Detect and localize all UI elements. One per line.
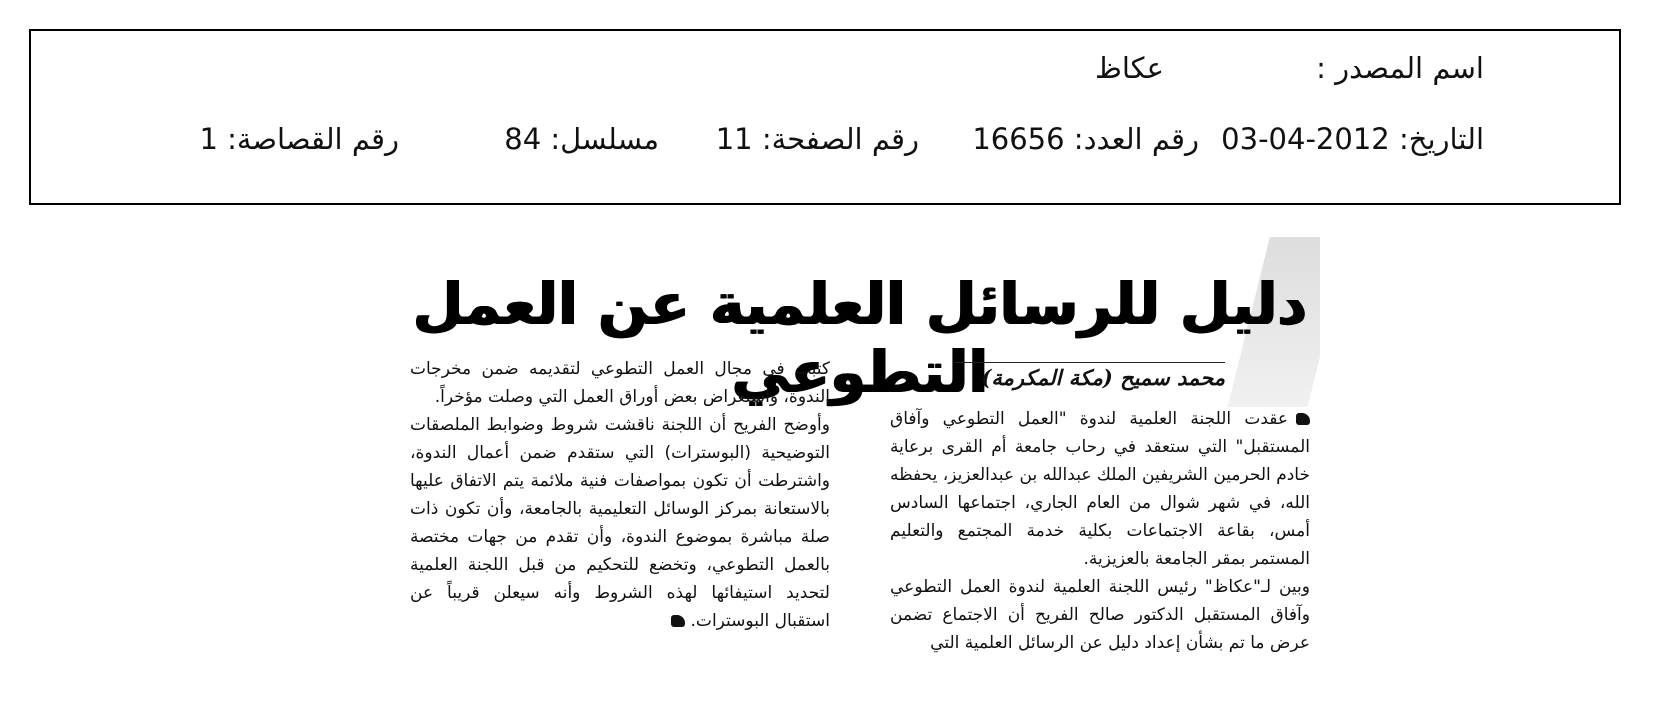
source-value: عكاظ xyxy=(1095,51,1164,85)
paragraph: كتبت في مجال العمل التطوعي لتقديمه ضمن مخرجات الندوة، واستعراض بعض أوراق العمل التي وصلت مؤخراً. xyxy=(410,359,830,407)
bullet-icon xyxy=(1296,413,1310,425)
serial-field: مسلسل: 84 xyxy=(504,122,659,156)
issue-number-field: رقم العدد: 16656 xyxy=(972,122,1199,156)
newspaper-clipping xyxy=(410,237,1320,722)
end-mark-icon xyxy=(671,615,685,627)
article-column-right xyxy=(890,405,1310,657)
date-field: التاريخ: 2012-04-03 xyxy=(1221,122,1484,156)
source-label: اسم المصدر : xyxy=(1316,51,1484,85)
page-number-field: رقم الصفحة: 11 xyxy=(715,122,919,156)
paragraph: وأوضح الفريح أن اللجنة ناقشت شروط وضوابط الملصقات التوضيحية (البوسترات) التي ستقدم ضمن أعمال الندوة، واشترطت أن تكون بمواصفات فنية ملائمة يتم الاتفاق عليها بالاستعانة بمركز الوسائل التعليمية بالجامعة، وأن تكون ذات صلة مباشرة بموضوع الندوة، وأن تقدم من جهات مختصة بالعمل التطوعي، وتخضع للتحكيم من قبل اللجنة العلمية لتحديد استيفائها لهذه الشروط وأنه سيعلن قريباً عن استقبال البوسترات. xyxy=(410,415,830,631)
paragraph: وبين لـ"عكاظ" رئيس اللجنة العلمية لندوة العمل التطوعي وآفاق المستقبل الدكتور صالح الفريح أن الاجتماع تضمن عرض ما تم بشأن إعداد دليل عن الرسائل العلمية التي xyxy=(890,577,1310,653)
clip-number-field: رقم القصاصة: 1 xyxy=(199,122,399,156)
source-info-box xyxy=(29,29,1621,205)
article-column-left xyxy=(410,355,830,635)
article-byline: محمد سميح (مكة المكرمة) xyxy=(955,362,1225,390)
article-headline: دليل للرسائل العلمية عن العمل التطوعي xyxy=(412,270,1308,406)
paragraph: عقدت اللجنة العلمية لندوة "العمل التطوعي وآفاق المستقبل" التي ستعقد في رحاب جامعة أم القرى برعاية خادم الحرمين الشريفين الملك عبدالله بن عبدالعزيز، يحفظه الله، في شهر شوال من العام الجاري، اجتماعها السادس أمس، بقاعة الاجتماعات بكلية خدمة المجتمع والتعليم المستمر بمقر الجامعة بالعزيزية. xyxy=(890,409,1310,569)
